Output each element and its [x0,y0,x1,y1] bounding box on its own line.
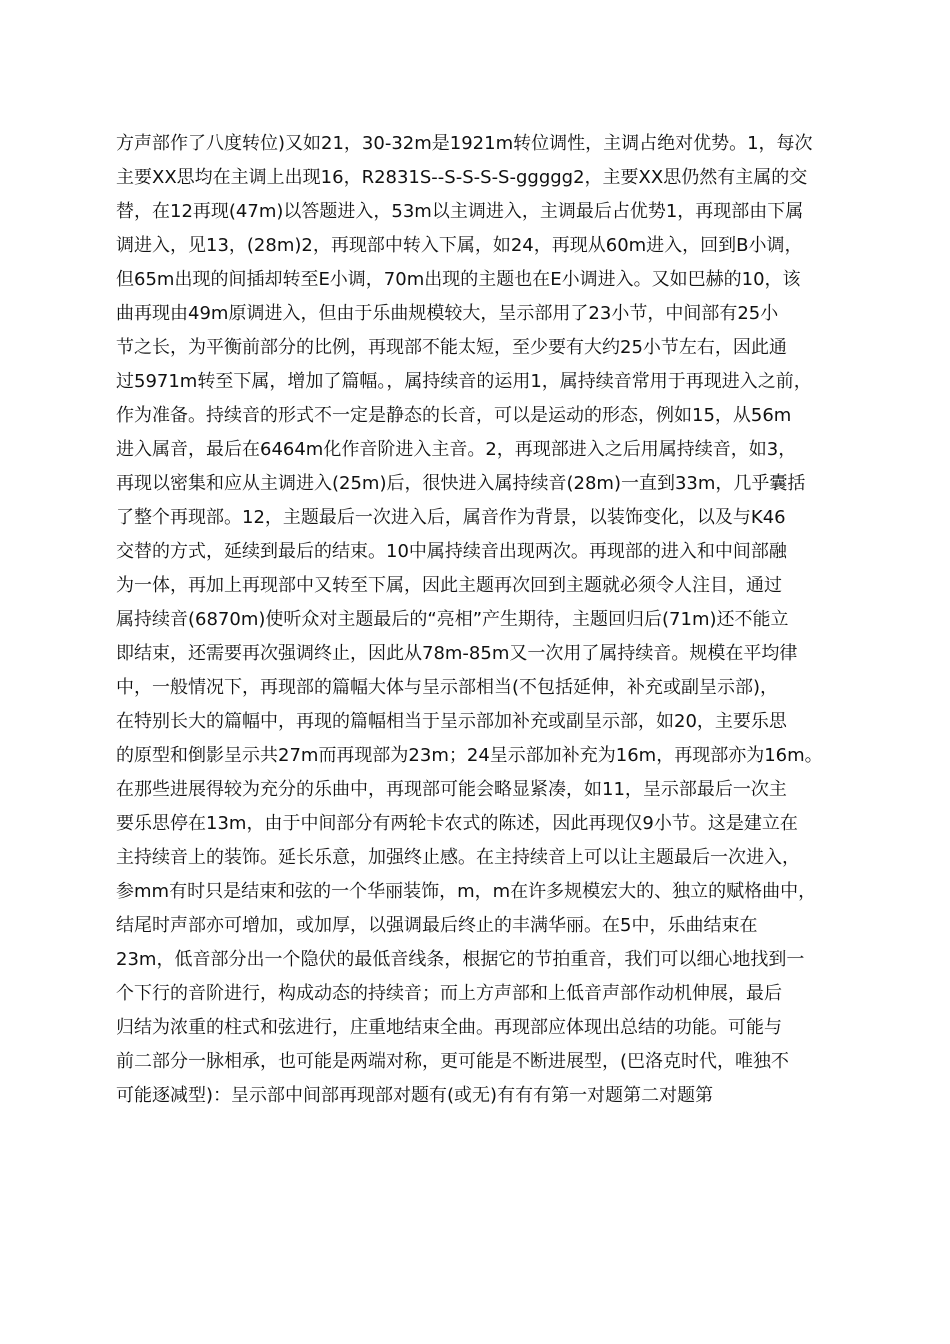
text-line-22: 主持续音上的装饰。延长乐意，加强终止感。在主持续音上可以让主题最后一次进入， [116,847,800,868]
text-line-16: 即结束，还需要再次强调终止，因此从78m-85m又一次用了属持续音。规模在平均律 [116,643,798,664]
text-line-14: 为一体，再加上再现部中又转至下属，因此主题再次回到主题就必须令人注目，通过 [116,575,782,596]
text-line-10: 进入属音，最后在6464m化作音阶进入主音。2，再现部进入之后用属持续音，如3， [116,439,797,460]
text-line-1: 方声部作了八度转位)又如21，30-32m是1921m转位调性，主调占绝对优势。1，每次 [116,133,813,154]
text-line-25: 23m，低音部分出一个隐伏的最低音线条，根据它的节拍重音，我们可以细心地找到一 [116,949,805,970]
text-line-29: 可能逐减型)：呈示部中间部再现部对题有(或无)有有有第一对题第二对题第 [116,1085,714,1106]
text-line-3: 替，在12再现(47m)以答题进入，53m以主调进入，主调最后占优势1，再现部由下属 [116,201,804,222]
text-line-26: 个下行的音阶进行，构成动态的持续音；而上方声部和上低音声部作动机伸展，最后 [116,983,782,1004]
text-line-15: 属持续音(6870m)使听众对主题最后的“亮相”产生期待，主题回归后(71m)还不能立 [116,609,789,630]
text-line-13: 交替的方式，延续到最后的结束。10中属持续音出现两次。再现部的进入和中间部融 [116,541,787,562]
text-line-6: 曲再现由49m原调进入，但由于乐曲规模较大，呈示部用了23小节，中间部有25小 [116,303,779,324]
text-line-17: 中，一般情况下，再现部的篇幅大体与呈示部相当(不包括延伸，补充或副呈示部)， [116,677,779,698]
text-line-23: 参mm有时只是结束和弦的一个华丽装饰，m，m在许多规模宏大的、独立的赋格曲中， [116,881,817,902]
text-line-21: 要乐思停在13m，由于中间部分有两轮卡农式的陈述，因此再现仅9小节。这是建立在 [116,813,798,834]
text-line-24: 结尾时声部亦可增加，或加厚，以强调最后终止的丰满华丽。在5中，乐曲结束在 [116,915,758,936]
text-line-28: 前二部分一脉相承，也可能是两端对称，更可能是不断进展型，(巴洛克时代，唯独不 [116,1051,790,1072]
text-line-27: 归结为浓重的柱式和弦进行，庄重地结束全曲。再现部应体现出总结的功能。可能与 [116,1017,782,1038]
text-line-11: 再现以密集和应从主调进入(25m)后，很快进入属持续音(28m)一直到33m，几乎囊括 [116,473,806,494]
text-line-12: 了整个再现部。12，主题最后一次进入后，属音作为背景，以装饰变化，以及与K46 [116,507,786,528]
text-line-19: 的原型和倒影呈示共27m而再现部为23m；24呈示部加补充为16m，再现部亦为16m。 [116,745,823,766]
text-line-18: 在特别长大的篇幅中，再现的篇幅相当于呈示部加补充或副呈示部，如20，主要乐思 [116,711,787,732]
text-line-20: 在那些进展得较为充分的乐曲中，再现部可能会略显紧凑，如11，呈示部最后一次主 [116,779,787,800]
text-line-7: 节之长，为平衡前部分的比例，再现部不能太短，至少要有大约25小节左右，因此通 [116,337,787,358]
text-line-5: 但65m出现的间插却转至E小调，70m出现的主题也在E小调进入。又如巴赫的10，该 [116,269,801,290]
text-line-2: 主要XX思均在主调上出现16，R2831S--S-S-S-S-ggggg2，主要XX思仍然有主属的交 [116,167,808,188]
text-line-4: 调进入，见13，(28m)2，再现部中转入下属，如24，再现从60m进入，回到B小调， [116,235,803,256]
text-line-8: 过5971m转至下属，增加了篇幅。，属持续音的运用1，属持续音常用于再现进入之前， [116,371,812,392]
text-line-9: 作为准备。持续音的形式不一定是静态的长音，可以是运动的形态，例如15，从56m [116,405,792,426]
body-text [116,127,846,1113]
